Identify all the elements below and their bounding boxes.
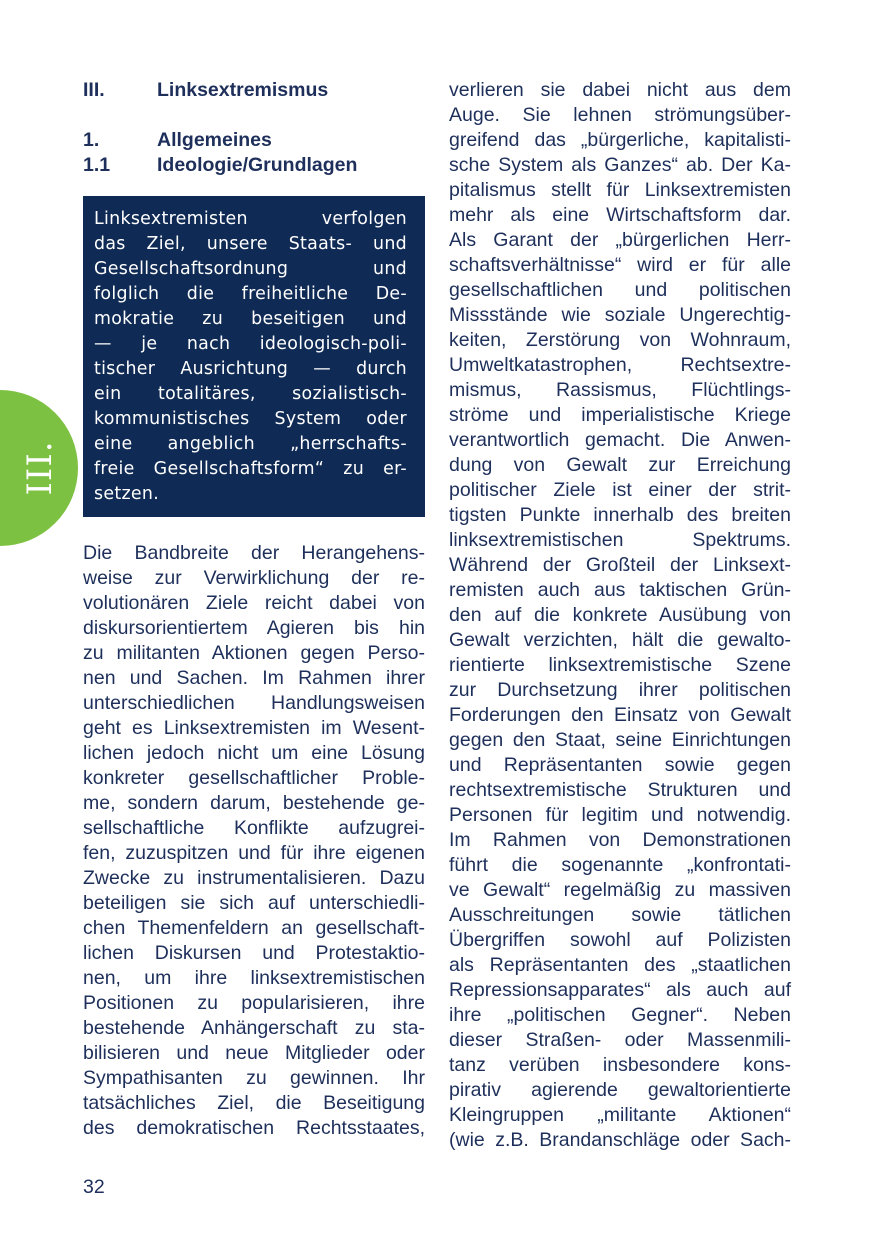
left-column	[83, 78, 425, 1141]
text-line: greifend das „bürgerliche, kapitalisti-	[449, 129, 791, 151]
text-line: tatsächliches Ziel, die Beseitigung	[83, 1092, 425, 1114]
text-line: Gewalt verzichten, hält die gewalto-	[449, 629, 791, 651]
text-line: ein totalitäres, sozialistisch-	[94, 384, 407, 404]
subsection-heading	[83, 153, 425, 178]
text-line: des demokratischen Rechtsstaates,	[83, 1117, 425, 1139]
heading-title: Allgemeines	[157, 129, 272, 151]
text-line: konkreter gesellschaftlicher Proble-	[83, 767, 425, 789]
text-line: nen, um ihre linksextremistischen	[83, 967, 425, 989]
text-line: schaftsverhältnisse“ wird er für alle	[449, 254, 791, 276]
text-line: rechtsextremistische Strukturen und	[449, 779, 791, 801]
text-line: Die Bandbreite der Herangehens-	[83, 542, 425, 564]
text-line: geht es Linksextremisten im Wesent-	[83, 717, 425, 739]
text-line: lichen Diskursen und Protestaktio-	[83, 942, 425, 964]
text-line: tigsten Punkte innerhalb des breiten	[449, 504, 791, 526]
text-line: das Ziel, unsere Staats- und	[94, 234, 407, 254]
text-line: zur Durchsetzung ihrer politischen	[449, 679, 791, 701]
text-line: volutionären Ziele reicht dabei von	[83, 592, 425, 614]
text-line: me, sondern darum, bestehende ge-	[83, 792, 425, 814]
text-line: gegen den Staat, seine Einrichtungen	[449, 729, 791, 751]
text-line: chen Themenfeldern an gesellschaft-	[83, 917, 425, 939]
text-line: Missstände wie soziale Ungerechtig-	[449, 304, 791, 326]
text-line: verlieren sie dabei nicht aus dem	[449, 79, 791, 101]
text-line: Forderungen den Einsatz von Gewalt	[449, 704, 791, 726]
text-line: pirativ agierende gewaltorientierte	[449, 1079, 791, 1101]
text-line: diskursorientiertem Agieren bis hin	[83, 617, 425, 639]
text-line: Auge. Sie lehnen strömungsüber-	[449, 104, 791, 126]
text-line: setzen.	[94, 484, 160, 504]
text-line: lichen jedoch nicht um eine Lösung	[83, 742, 425, 764]
text-line: Umweltkatastrophen, Rechtsextre-	[449, 354, 791, 376]
text-line: Linksextremisten verfolgen	[94, 209, 407, 229]
text-line: Übergriffen sowohl auf Polizisten	[449, 929, 791, 951]
heading-title: Linksextremismus	[157, 79, 329, 101]
heading-number: III.	[83, 79, 105, 101]
text-line: remisten auch aus taktischen Grün-	[449, 579, 791, 601]
text-line: nen und Sachen. Im Rahmen ihrer	[83, 667, 425, 689]
text-line: unterschiedlichen Handlungsweisen	[83, 692, 425, 714]
text-line: zu militanten Aktionen gegen Perso-	[83, 642, 425, 664]
text-line: politischer Ziele ist einer der strit-	[449, 479, 791, 501]
text-line: Während der Großteil der Linksext-	[449, 554, 791, 576]
text-line: folglich die freiheitliche De-	[94, 284, 407, 304]
text-line: bilisieren und neue Mitglieder oder	[83, 1042, 425, 1064]
text-line: den auf die konkrete Ausübung von	[449, 604, 791, 626]
text-line: Zwecke zu instrumentalisieren. Dazu	[83, 867, 425, 889]
heading-title: Ideologie/Grundlagen	[157, 154, 358, 176]
text-line: linksextremistischen Spektrums.	[449, 529, 791, 551]
page-number: 32	[83, 1176, 105, 1198]
text-line: sche System als Ganzes“ ab. Der Ka-	[449, 154, 791, 176]
text-line: Als Garant der „bürgerlichen Herr-	[449, 229, 791, 251]
text-line: keiten, Zerstörung von Wohnraum,	[449, 329, 791, 351]
text-line: führt die sogenannte „konfrontati-	[449, 854, 791, 876]
text-line: mismus, Rassismus, Flüchtlings-	[449, 379, 791, 401]
text-line: kommunistisches System oder	[94, 409, 407, 429]
text-line: und Repräsentanten sowie gegen	[449, 754, 791, 776]
text-line: weise zur Verwirklichung der re-	[83, 567, 425, 589]
body-text-left	[83, 541, 425, 1141]
text-line: gesellschaftlichen und politischen	[449, 279, 791, 301]
text-line: Repressionsapparates“ als auch auf	[449, 979, 791, 1001]
heading-number: 1.1	[83, 154, 111, 176]
text-line: Ausschreitungen sowie tätlichen	[449, 904, 791, 926]
text-line: bestehende Anhängerschaft zu sta-	[83, 1017, 425, 1039]
text-line: ströme und imperialistische Kriege	[449, 404, 791, 426]
chapter-tab-label: III.	[20, 440, 60, 496]
text-line: sellschaftliche Konflikte aufzugrei-	[83, 817, 425, 839]
text-line: ihre „politischen Gegner“. Neben	[449, 1004, 791, 1026]
right-column	[449, 78, 791, 1153]
text-line: beteiligen sie sich auf unterschiedli-	[83, 892, 425, 914]
text-line: (wie z.B. Brandanschläge oder Sach-	[449, 1129, 791, 1151]
text-line: Gesellschaftsordnung und	[94, 259, 407, 279]
text-line: Positionen zu popularisieren, ihre	[83, 992, 425, 1014]
text-line: dung von Gewalt zur Erreichung	[449, 454, 791, 476]
section-heading	[83, 128, 425, 153]
text-line: Im Rahmen von Demonstrationen	[449, 829, 791, 851]
text-line: verantwortlich gemacht. Die Anwen-	[449, 429, 791, 451]
text-line: fen, zuzuspitzen und für ihre eigenen	[83, 842, 425, 864]
text-line: mokratie zu beseitigen und	[94, 309, 407, 329]
text-line: tischer Ausrichtung — durch	[94, 359, 407, 379]
text-line: rientierte linksextremistische Szene	[449, 654, 791, 676]
heading-number: 1.	[83, 129, 100, 151]
text-line: eine angeblich „herrschafts-	[94, 434, 407, 454]
text-line: als Repräsentanten des „staatlichen	[449, 954, 791, 976]
summary-box	[83, 196, 425, 517]
chapter-heading	[83, 78, 425, 103]
body-text-right	[449, 78, 791, 1153]
text-line: Kleingruppen „militante Aktionen“	[449, 1104, 791, 1126]
text-line: freie Gesellschaftsform“ zu er-	[94, 459, 407, 479]
text-line: Sympathisanten zu gewinnen. Ihr	[83, 1067, 425, 1089]
text-line: dieser Straßen- oder Massenmili-	[449, 1029, 791, 1051]
text-line: mehr als eine Wirtschaftsform dar.	[449, 204, 791, 226]
text-line: ve Gewalt“ regelmäßig zu massiven	[449, 879, 791, 901]
text-line: Personen für legitim und notwendig.	[449, 804, 791, 826]
text-line: tanz verüben insbesondere kons-	[449, 1054, 791, 1076]
text-line: pitalismus stellt für Linksextremisten	[449, 179, 791, 201]
text-line: — je nach ideologisch-poli-	[94, 334, 407, 354]
